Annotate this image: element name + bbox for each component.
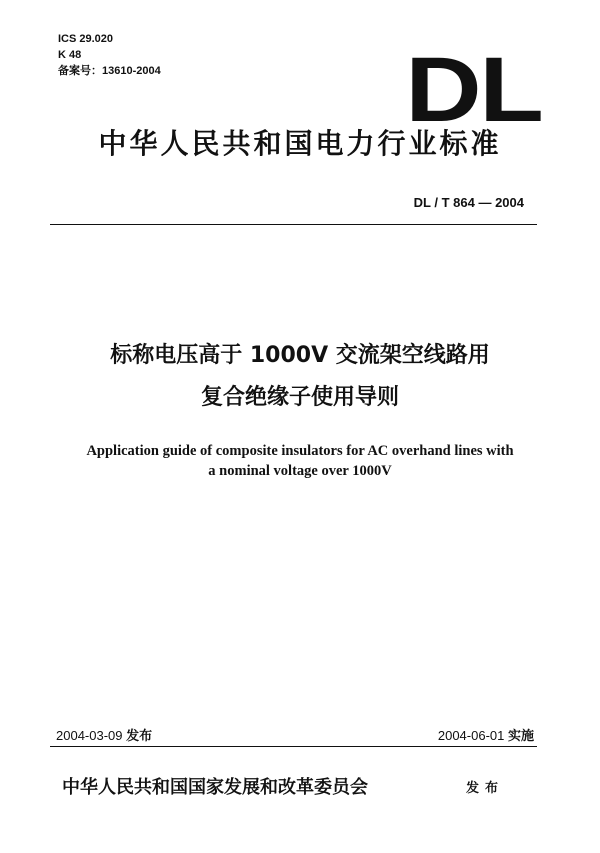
dl-logo: DL xyxy=(405,39,542,141)
ccs-code: K 48 xyxy=(58,49,82,61)
implement-date: 2004-06-01 xyxy=(437,728,505,743)
issue-label: 发布 xyxy=(126,728,153,743)
issue-date-block xyxy=(56,725,152,744)
title-cn-line-1: 标称电压高于 1000V 交流架空线路用 xyxy=(110,343,490,368)
issuing-authority: 中华人民共和国国家发展和改革委员会 xyxy=(62,777,368,798)
implement-label: 实施 xyxy=(507,728,534,743)
implement-date-block xyxy=(438,725,534,744)
ics-code: ICS 29.020 xyxy=(58,33,114,45)
title-en-line-1: Application guide of composite insulators for AC overhand lines with xyxy=(86,443,514,459)
issuing-label: 发布 xyxy=(466,781,505,796)
top-divider xyxy=(50,224,537,225)
issue-date: 2004-03-09 xyxy=(56,728,123,743)
classification-block xyxy=(58,31,161,79)
title-cn-line-2: 复合绝缘子使用导则 xyxy=(200,385,399,410)
standard-number: DL / T 864 — 2004 xyxy=(413,195,524,210)
standard-category: 中华人民共和国电力行业标准 xyxy=(98,127,502,160)
bottom-divider xyxy=(50,746,537,747)
title-en-line-2: a nominal voltage over 1000V xyxy=(208,463,392,479)
filing-number: 备案号：13610-2004 xyxy=(58,65,161,77)
